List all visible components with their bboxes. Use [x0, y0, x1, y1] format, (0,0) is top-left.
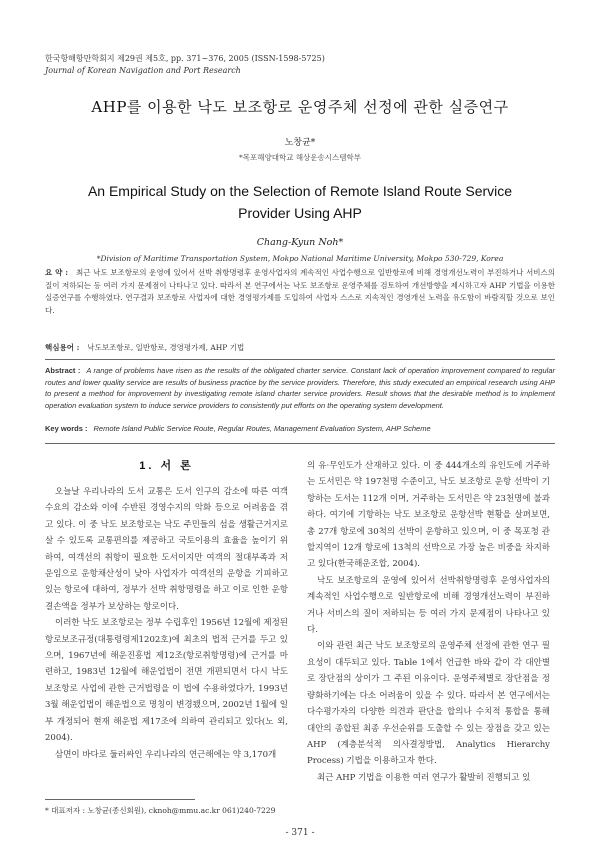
- abstract-korean-label: 요 약 :: [45, 268, 69, 277]
- author-english: Chang-Kyun Noh*: [256, 237, 344, 248]
- body-column-left: [45, 458, 288, 763]
- body-column-right: [307, 458, 550, 786]
- paragraph: 이러한 낙도 보조항로는 정부 수립후인 1956년 12월에 제정된 항로보조규정(대통령령제1202호)에 최초의 법적 근거를 두고 있으며, 1967년에 해운진흥법 제12조(항로취항명령)에 근거를 마련하고, 1983년 12월에 해운업법이 전면 개편되면서 다시 낙도 보조항로 사업에 관한 근거법령을 이 법에 수용하였다가, 1993년 3월 해운업법이 해운법으로 명칭이 변경됐으며, 2002년 1월에 일부 개정되어 현재 해운법 제17조에 의하여 관리되고 있다(노 외, 2004).: [45, 618, 288, 744]
- author-korean: 노창균*: [284, 138, 316, 148]
- abstract-english-text: A range of problems have risen as the results of the obligated charter service. Constant lack of operation improvement compared to regular routes and lower quality service are results of business practice by the service providers. Therefore, this study executed an empirical research using AHP to present a method for improvement by investigating remote island charter service providers. Result shows that the desirable method is to implement operation evaluation system to induce service providers to consistently put efforts on the operating system development.: [45, 366, 555, 410]
- abstract-english-label: Abstract :: [45, 366, 81, 375]
- paragraph: 최근 AHP 기법을 이용한 여러 연구가 활발히 진행되고 있: [317, 772, 531, 783]
- affiliation-english: *Division of Maritime Transportation System, Mokpo National Maritime University, Mokpo 530-729, Korea: [96, 254, 504, 263]
- keywords-korean-text: 낙도보조항로, 일반항로, 경영평가제, AHP 기법: [87, 343, 245, 352]
- paragraph: 이와 관련 최근 낙도 보조항로의 운영주체 선정에 관한 연구 필요성이 대두되고 있다. Table 1에서 언급한 바와 같이 각 대안별로 장단점의 상이가 그 주된 이유이다. 운영주체별로 장단점을 정량화하기에는 다소 어려움이 있을 수 있다. 따라서 본 연구에서는 다수평가자의 다양한 의견과 판단을 합의나 수치적 통합을 통해 대안의 종합된 최종 우선순위를 도출할 수 있는 장점을 갖고 있는 AHP (계층분석적 의사결정방법, Analytics Hierarchy Process) 기법을 이용하고자 한다.: [307, 641, 550, 767]
- affiliation-korean: *목포해양대학교 해상운송시스템학부: [238, 153, 362, 162]
- paragraph: 삼면이 바다로 둘러싸인 우리나라의 연근해에는 약 3,170개: [55, 749, 277, 760]
- keywords-korean: [45, 342, 555, 355]
- citation-line: 한국항해항만학회지 제29권 제5호, pp. 371~376, 2005 (ISSN-1598-5725): [45, 54, 325, 63]
- body-divider: [45, 443, 555, 444]
- keywords-korean-label: 핵심용어 :: [45, 343, 80, 352]
- journal-name: Journal of Korean Navigation and Port Research: [45, 66, 241, 75]
- page-number: - 371 -: [285, 828, 315, 838]
- section-title: 1. 서 론: [139, 460, 194, 472]
- paragraph: 낙도 보조항로의 운영에 있어서 선박취항명령후 운영사업자의 계속적인 사업수행으로 일반항로에 비해 경영개선노력이 부진하거나 서비스의 질이 저하되는 등 여러 가지 문제점이 나타나고 있다.: [307, 575, 550, 636]
- paragraph: 의 유·무인도가 산재하고 있다. 이 중 444개소의 유인도에 거주하는 도서민은 약 197천명 수준이고, 낙도 보조항로 운항 선박이 기항하는 도서는 112개 이며, 거주하는 도서민은 약 23천명에 불과하다. 여기에 기항하는 낙도 보조항로 운항선박 현황을 살펴보면, 총 27개 항로에 30척의 선박이 운항하고 있으며, 이 중 목포청 관할지역이 12개 항로에 13척의 선박으로 가장 높은 비중을 차지하고 있다(한국해운조합, 2004).: [307, 461, 550, 570]
- abstract-korean-text: 최근 낙도 보조항로의 운영에 있어서 선박 취항명령후 운영사업자의 계속적인 사업수행으로 일반항로에 비해 경영개선노력이 부진하거나 서비스의 질이 저하되는 등 여러 가지 문제점이 나타나고 있다. 따라서 본 연구에서는 낙도 보조항로 운영주체를 검토하여 개선방향을 제시하고자 AHP 기법을 이용한 실증연구를 수행하였다. 연구결과 보조항로 사업자에 대한 경영평가제를 도입하여 사업자 스스로 지속적인 경영개선 노력을 유도함이 바람직할 것으로 보인다.: [45, 268, 555, 315]
- abstract-korean: [45, 267, 555, 317]
- abstract-english: [45, 365, 555, 411]
- keywords-english-label: Key words :: [45, 424, 88, 433]
- journal-header: [45, 53, 325, 77]
- title-korean: AHP를 이용한 낙도 보조항로 운영주체 선정에 관한 실증연구: [91, 98, 509, 116]
- footnote: * 대표저자 : 노창균(종신회원), cknoh@mmu.ac.kr 061)240-7229: [45, 806, 276, 815]
- keywords-english: [45, 423, 555, 436]
- keywords-english-text: Remote Island Public Service Route, Regular Routes, Management Evaluation System, AHP Scheme: [93, 424, 431, 433]
- footnote-divider: [45, 799, 195, 800]
- abstract-divider: [45, 359, 555, 360]
- title-english: An Empirical Study on the Selection of Remote Island Route Service Provider Using AHP: [87, 183, 513, 221]
- paragraph: 오늘날 우리나라의 도서 교통은 도서 인구의 감소에 따른 여객수요의 감소와 이에 수반된 경영수지의 악화 등으로 어려움을 겪고 있다. 이 중 낙도 보조항로는 낙도 주민들의 섬을 생활근거지로 살 수 있도록 교통편의를 제공하고 국토이용의 효율을 높이기 위하여, 여객선의 취항이 필요한 도서이지만 여객의 절대부족과 저운임으로 운항채산성이 낮아 사업자가 여객선의 운항을 기피하고 있는 항로에 대하여, 정부가 선박 취항명령을 하고 이로 인한 운항결손액을 정부가 보상하는 항로이다.: [45, 487, 288, 612]
